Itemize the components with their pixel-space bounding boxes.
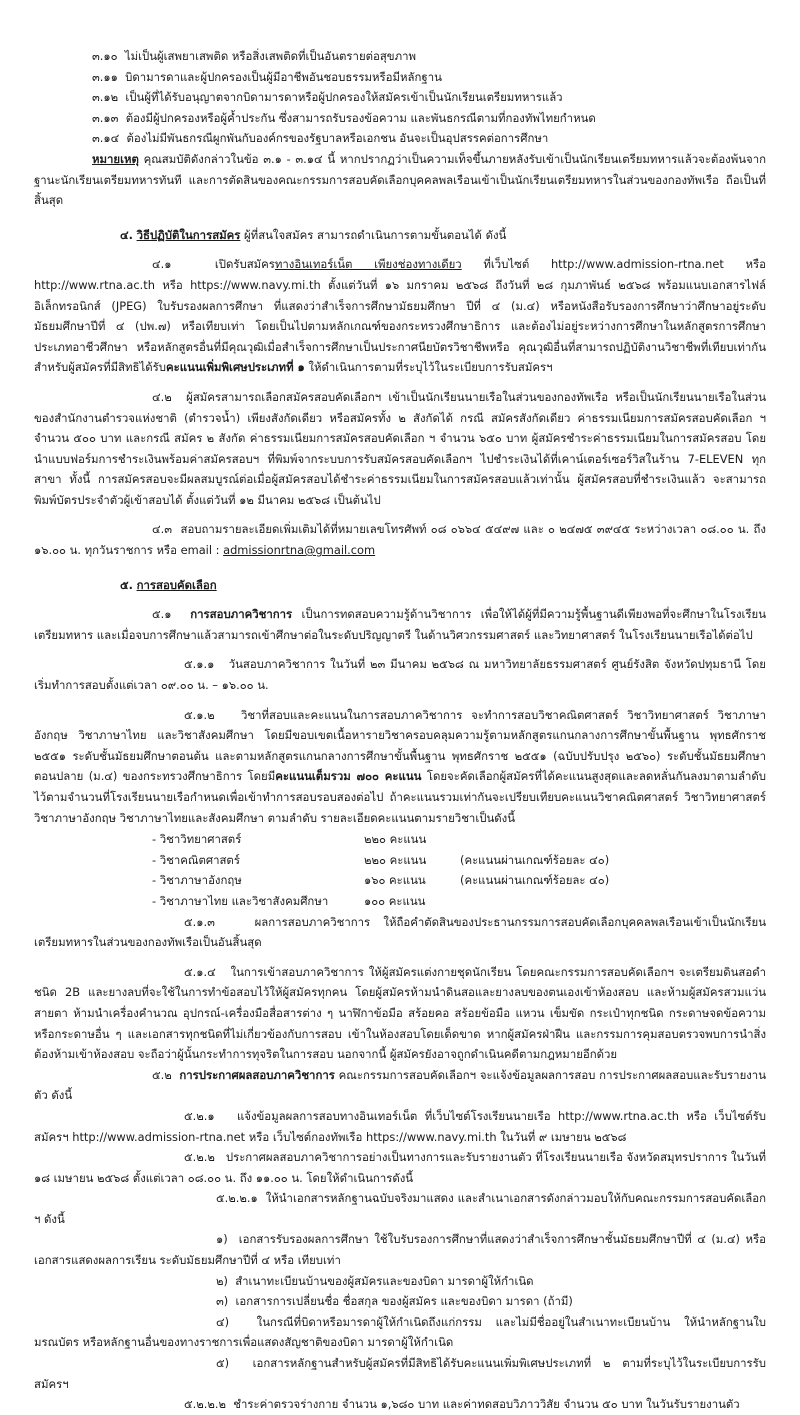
list-item — [34, 1271, 766, 1292]
item-number: ๔.๓ — [152, 522, 173, 537]
score-value: ๑๐๐ คะแนน — [364, 893, 426, 908]
special-score-type-1: คะแนนเพิ่มพิเศษประเภทที่ ๑ — [165, 360, 305, 375]
required-documents-list — [34, 1229, 766, 1394]
item-text: วิชาที่สอบและคะแนนในการสอบภาควิชาการ จะทำการสอบวิชาคณิตศาสตร์ วิชาวิทยาศาสตร์ วิชาภาษาอังกฤษ วิชาภาษาไทย และวิชาสังคมศึกษา โดยมีขอบเขตเนื้อหารายวิชาครอบคลุมความรู้ตามหลักสูตรแกนกลางการศึกษาขั้นพื้นฐาน พุทธศักราช ๒๕๕๑ ระดับชั้นมัธยมศึกษาตอนต้น และตามหลักสูตรแกนกลางการศึกษาขั้นพื้นฐาน พุทธศักราช ๒๕๕๑ (ฉบับปรับปรุง ๒๕๖๐) ระดับชั้นมัธยมศึกษาตอนปลาย (ม.๔) ของกระทรวงศึกษาธิการ โดยมี — [34, 707, 766, 784]
item-label: การประกาศผลสอบภาควิชาการ — [179, 1067, 335, 1082]
score-subject: - วิชาภาษาไทย และวิชาสังคมศึกษา — [152, 893, 329, 908]
conjunction: หรือ — [723, 257, 766, 272]
highlight-online-only: ทางอินเทอร์เน็ต เพียงช่องทางเดียว — [274, 257, 462, 272]
section-5-title: การสอบคัดเลือก — [136, 577, 217, 592]
item-5-2-2 — [34, 1147, 766, 1188]
item-number: ๑) — [216, 1232, 228, 1247]
item-number: ๓.๑๔ — [92, 131, 120, 146]
table-row — [152, 870, 609, 891]
score-value: ๑๖๐ คะแนน — [364, 873, 426, 888]
list-item — [34, 1229, 766, 1270]
item-4-3 — [34, 519, 766, 560]
item-text: ต้องไม่มีพันธกรณีผูกพันกับองค์กรของรัฐบาลหรือเอกชน อันจะเป็นอุปสรรคต่อการศึกษา — [126, 131, 549, 146]
item-text-b: โดยจะคัดเลือกผู้สมัครที่ได้คะแนนสูงสุดและลดหลั่นกันลงมาตามลำดับไว้ตามจำนวนที่โรงเรียนนายเรือกำหนดเพื่อเข้าทำการสอบรอบสองต่อไป ถ้าคะแนนรวมเท่ากันจะเปรียบเทียบคะแนนวิชาคณิตศาสตร์ วิชาวิทยาศาสตร์ วิชาภาษาอังกฤษ วิชาภาษาไทยและสังคมศึกษา ตามลำดับ รายละเอียดคะแนนตามรายวิชาเป็นดังนี้ — [34, 769, 766, 825]
item-text: ชำระค่าตรวจร่างกาย จำนวน ๑,๖๘๐ บาท และค่าทดสอบวิภาววิสัย จำนวน ๕๐ บาท ในวันรับรายงานตัว — [233, 1397, 740, 1412]
score-subject: - วิชาวิทยาศาสตร์ — [152, 832, 242, 847]
score-note: (คะแนนผ่านเกณฑ์ร้อยละ ๔๐) — [460, 873, 610, 888]
list-item — [34, 67, 766, 88]
list-item — [34, 1291, 766, 1312]
rtna-url[interactable]: http://www.rtna.ac.th — [34, 277, 155, 292]
item-text-b: ในวันที่ ๙ เมษายน ๒๕๖๘ — [496, 1129, 627, 1144]
item-number: ๓) — [216, 1294, 229, 1309]
list-item — [34, 87, 766, 108]
list-item — [34, 46, 766, 67]
table-row — [152, 829, 609, 850]
section-4-title: วิธีปฏิบัติในการสมัคร — [136, 227, 241, 242]
item-text: บิดามารดาและผู้ปกครองเป็นผู้มีอาชีพอันชอบธรรมหรือมีหลักฐาน — [125, 69, 442, 84]
contact-email[interactable]: admissionrtna@gmail.com — [223, 543, 376, 558]
item-label: การสอบภาควิชาการ — [190, 607, 293, 622]
navy-url[interactable]: https://www.navy.mi.th — [366, 1129, 497, 1144]
score-value: ๒๒๐ คะแนน — [364, 832, 427, 847]
section-4-title-tail: ผู้ที่สนใจสมัคร สามารถดำเนินการตามขั้นตอนได้ ดังนี้ — [240, 227, 507, 242]
score-value: ๒๒๐ คะแนน — [364, 852, 427, 867]
item-text-a: แจ้งข้อมูลผลการสอบทางอินเทอร์เน็ต ที่เว็บไซต์โรงเรียนนายเรือ — [236, 1108, 558, 1123]
item-text: เอกสารรับรองผลการศึกษา ใช้ใบรับรองการศึกษาที่แสดงว่าสำเร็จการศึกษาชั้นมัธยมศึกษาปีที่ ๔ (ม.๔) หรือเอกสารแสดงผลการเรียน ระดับมัธยมศึกษาปีที่ ๔ หรือ เทียบเท่า — [34, 1232, 766, 1268]
section-5-heading — [34, 575, 766, 596]
list-item — [34, 1353, 766, 1394]
item-text-b: ตั้งแต่วันที่ ๑๖ มกราคม ๒๕๖๘ ถึงวันที่ ๒๘ กุมภาพันธ์ ๒๕๖๘ พร้อมแนบเอกสารไฟล์อิเล็กทรอนิกส์ (JPEG) ใบรับรองผลการศึกษา ที่แสดงว่าสำเร็จการศึกษามัธยมศึกษา ปีที่ ๔ (ม.๔) หรือหนังสือรับรองการศึกษาว่าศึกษาอยู่ระดับมัธยมศึกษาปีที่ ๔ (ปพ.๗) หรือเทียบเท่า โดยเป็นไปตามหลักเกณฑ์ของกระทรวงศึกษาธิการ และต้องไม่อยู่ระหว่างการศึกษาในหลักสูตรการศึกษาประเภทอาชีวศึกษา หรือหลักสูตรอื่นที่มีคุณวุฒิเมื่อสำเร็จการศึกษาเป็นประกาศนียบัตรวิชาชีพหรือ คุณวุฒิอื่นที่สามารถปฏิบัติงานวิชาชีพที่เทียบเท่ากัน สำหรับผู้สมัครที่มีสิทธิได้รับ — [34, 277, 766, 375]
item-number: ๔.๒ — [152, 389, 172, 404]
score-note — [460, 829, 609, 850]
item-number: ๔.๑ — [152, 257, 172, 272]
item-text: ในกรณีที่บิดาหรือมารดาผู้ให้กำเนิดถึงแก่กรรม และไม่มีชื่ออยู่ในสำเนาทะเบียนบ้าน ให้นำหลักฐานใบมรณบัตร หรือหลักฐานอื่นของทางราชการเพื่อแสดงสัญชาติของบิดา มารดาผู้ให้กำเนิด — [34, 1314, 766, 1350]
rtna-url[interactable]: http://www.rtna.ac.th — [558, 1108, 679, 1123]
item-5-2-1 — [34, 1106, 766, 1147]
score-subject: - วิชาคณิตศาสตร์ — [152, 852, 240, 867]
item-5-1-2 — [34, 705, 766, 829]
item-number: ๕.๒.๒.๑ — [216, 1191, 258, 1206]
item-text-c: ให้ดำเนินการตามที่ระบุไว้ในระเบียบการรับสมัครฯ — [304, 360, 553, 375]
total-score-label: คะแนนเต็มรวม ๗๐๐ คะแนน — [275, 769, 422, 784]
conjunction-b: หรือ เว็บไซต์กองทัพเรือ — [245, 1129, 366, 1144]
score-breakdown-table — [152, 829, 609, 911]
item-number: ๕.๒.๒ — [184, 1150, 215, 1165]
item-text: ประกาศผลสอบภาควิชาการอย่างเป็นทางการและรับรายงานตัว ที่โรงเรียนนายเรือ จังหวัดสมุทรปราการ ในวันที่ ๑๘ เมษายน ๒๕๖๘ ตั้งแต่เวลา ๐๘.๐๐ น. ถึง ๑๑.๐๐ น. โดยให้ดำเนินการดังนี้ — [34, 1150, 766, 1185]
item-number: ๓.๑๑ — [92, 69, 118, 84]
item-text: สำเนาทะเบียนบ้านของผู้สมัครและของบิดา มารดาผู้ให้กำเนิด — [235, 1273, 534, 1288]
item-text: ต้องมีผู้ปกครองหรือผู้ค้ำประกัน ซึ่งสามารถรับรองข้อความ และพันธกรณีตามที่กองทัพไทยกำหนด — [125, 110, 596, 125]
item-text: วันสอบภาควิชาการ ในวันที่ ๒๓ มีนาคม ๒๕๖๘ ณ มหาวิทยาลัยธรรมศาสตร์ ศูนย์รังสิต จังหวัดปทุมธานี โดยเริ่มทำการสอบตั้งแต่เวลา ๐๙.๐๐ น. – ๑๖.๐๐ น. — [34, 657, 766, 693]
item-number: ๔) — [216, 1314, 230, 1329]
item-5-1-3 — [34, 912, 766, 953]
item-text-a: ที่เว็บไซต์ — [461, 257, 551, 272]
item-4-2 — [34, 387, 766, 511]
item-number: ๕.๑.๒ — [184, 707, 215, 722]
item-5-2-2-1 — [34, 1188, 766, 1229]
item-number: ๓.๑๓ — [92, 110, 119, 125]
table-row — [152, 891, 609, 912]
item-text: ให้นำเอกสารหลักฐานฉบับจริงมาแสดง และสำเนาเอกสารดังกล่าวมอบให้กับคณะกรรมการสอบคัดเลือก ฯ ดังนี้ — [34, 1191, 766, 1226]
admission-url[interactable]: http://www.admission-rtna.net — [550, 257, 724, 272]
note-text: คุณสมบัติดังกล่าวในข้อ ๓.๑ - ๓.๑๔ นี้ หากปรากฏว่าเป็นความเท็จขึ้นภายหลังรับเข้าเป็นนักเรียนเตรียมทหารแล้วจะต้องพ้นจากฐานะนักเรียนเตรียมทหารทันที และการตัดสินของคณะกรรมการสอบคัดเลือกบุคคลพลเรือนเข้าเป็นนักเรียนเตรียมทหารในส่วนของกองทัพเรือ ถือเป็นที่สิ้นสุด — [34, 151, 766, 208]
item-number: ๕) — [216, 1356, 230, 1371]
conjunction: หรือ — [154, 277, 191, 292]
item-number: ๕.๒.๒.๒ — [184, 1397, 227, 1412]
item-5-1-1 — [34, 654, 766, 695]
item-number: ๕.๑.๓ — [184, 914, 215, 929]
section-3-note — [34, 149, 766, 211]
section-5-number: ๕. — [120, 577, 133, 592]
item-text: ในการเข้าสอบภาควิชาการ ให้ผู้สมัครแต่งกายชุดนักเรียน โดยคณะกรรมการสอบคัดเลือกฯ จะเตรียมดินสอดำชนิด 2B และยางลบที่จะใช้ในการทำข้อสอบไว้ให้ผู้สมัครทุกคน โดยผู้สมัครห้ามนำดินสอและยางลบของตนเองเข้าห้องสอบ และห้ามผู้สมัครสวมแว่นสายตา ห้ามนำเครื่องคำนวณ อุปกรณ์-เครื่องมือสื่อสารต่าง ๆ นาฬิกาข้อมือ สร้อยคอ สร้อยข้อมือ แหวน เข็มขัด กระเป๋าทุกชนิด กระดาษจดข้อความ หรือกระดาษอื่น ๆ และเอกสารทุกชนิดที่ไม่เกี่ยวข้องกับการสอบ เข้าในห้องสอบโดยเด็ดขาด หากผู้สมัครฝ่าฝืน และกรรมการคุมสอบตรวจพบการนำสิ่งต้องห้ามเข้าห้องสอบ จะถือว่าผู้นั้นกระทำการทุจริตในการสอบ นอกจากนี้ ผู้สมัครยังอาจถูกดำเนินคดีตามกฎหมายอีกด้วย — [34, 964, 766, 1062]
item-text: สอบถามรายละเอียดเพิ่มเติมได้ที่หมายเลขโทรศัพท์ ๐๘ ๐๖๖๔ ๕๔๙๗ และ ๐ ๒๔๗๕ ๓๙๔๕ ระหว่างเวลา ๐๘.๐๐ น. ถึง ๑๖.๐๐ น. ทุกวันราชการ หรือ email : — [34, 522, 766, 558]
navy-url[interactable]: https://www.navy.mi.th — [190, 277, 321, 292]
item-5-1-4 — [34, 962, 766, 1065]
item-lead: เปิดรับสมัคร — [214, 257, 275, 272]
item-number: ๕.๒.๑ — [184, 1108, 215, 1123]
item-text: ไม่เป็นผู้เสพยาเสพติด หรือสิ่งเสพติดที่เป็นอันตรายต่อสุขภาพ — [124, 49, 417, 63]
item-number: ๕.๒ — [152, 1067, 172, 1082]
item-text: เป็นผู้ที่ได้รับอนุญาตจากบิดามารดาหรือผู้ปกครองให้สมัครเข้าเป็นนักเรียนเตรียมทหารแล้ว — [125, 90, 563, 105]
item-4-1 — [34, 254, 766, 378]
item-5-2 — [34, 1065, 766, 1106]
table-row — [152, 850, 609, 871]
item-text: ผู้สมัครสามารถเลือกสมัครสอบคัดเลือกฯ เข้าเป็นนักเรียนนายเรือในส่วนของกองทัพเรือ หรือเป็นนักเรียนนายเรือในส่วนของสำนักงานตำรวจแห่งชาติ (ตำรวจน้ำ) เพียงสังกัดเดียว หรือสมัครทั้ง ๒ สังกัดได้ กรณี สมัครสังกัดเดียว ค่าธรรมเนียมการสมัครสอบคัดเลือก ฯ จำนวน ๕๐๐ บาท และกรณี สมัคร ๒ สังกัด ค่าธรรมเนียมการสมัครสอบคัดเลือก ฯ จำนวน ๖๕๐ บาท ผู้สมัครชำระค่าธรรมเนียมในการสมัครสอบ โดยนำแบบฟอร์มการชำระเงินพร้อมค่าสมัครสอบฯ ที่พิมพ์จากระบบการรับสมัครสอบคัดเลือกฯ ไปชำระเงินได้ที่เคาน์เตอร์เซอร์วิสในร้าน 7-ELEVEN ทุกสาขา ทั้งนี้ การสมัครสอบจะมีผลสมบูรณ์ต่อเมื่อผู้สมัครสอบได้ชำระค่าธรรมเนียมในการสมัครสอบแล้วเท่านั้น ผู้สมัครสอบที่ชำระเงินแล้ว จะสามารถพิมพ์บัตรประจำตัวผู้เข้าสอบได้ ตั้งแต่วันที่ ๑๒ มีนาคม ๒๕๖๘ เป็นต้นไป — [34, 389, 766, 507]
item-number: ๕.๑.๔ — [184, 964, 216, 979]
score-note: (คะแนนผ่านเกณฑ์ร้อยละ ๔๐) — [460, 852, 610, 867]
list-item — [34, 128, 766, 149]
item-number: ๕.๑.๑ — [184, 657, 215, 672]
list-item — [34, 1312, 766, 1353]
score-subject: - วิชาภาษาอังกฤษ — [152, 873, 242, 888]
item-5-2-2-2 — [34, 1394, 766, 1415]
item-text: เอกสารหลักฐานสำหรับผู้สมัครที่มีสิทธิได้รับคะแนนเพิ่มพิเศษประเภทที่ ๒ ตามที่ระบุไว้ในระเบียบการรับสมัครฯ — [34, 1356, 766, 1391]
item-text: เป็นการทดสอบความรู้ด้านวิชาการ เพื่อให้ได้ผู้ที่มีความรู้พื้นฐานดีเพียงพอที่จะศึกษาในโรงเรียนเตรียมทหาร และเมื่อจบการศึกษาแล้วสามารถเข้าศึกษาต่อในระดับปริญญาตรี ในด้านวิศวกรรมศาสตร์ และวิทยาศาสตร์ ในโรงเรียนนายเรือได้ต่อไป — [34, 607, 766, 642]
item-5-1 — [34, 604, 766, 645]
score-note — [460, 891, 609, 912]
conjunction-a: หรือ เว็บไซต์รับสมัครฯ — [34, 1108, 767, 1144]
admission-url[interactable]: http://www.admission-rtna.net — [72, 1129, 246, 1144]
section-3-items — [34, 46, 766, 149]
section-4-heading — [34, 225, 766, 246]
item-number: ๕.๑ — [152, 607, 172, 622]
item-text: ผลการสอบภาควิชาการ ให้ถือคำตัดสินของประธานกรรมการสอบคัดเลือกบุคคลพลเรือนเข้าเป็นนักเรียนเตรียมทหารในส่วนของกองทัพเรือเป็นอันสิ้นสุด — [34, 914, 766, 950]
list-item — [34, 108, 766, 129]
item-text: เอกสารการเปลี่ยนชื่อ ชื่อสกุล ของผู้สมัคร และของบิดา มารดา (ถ้ามี) — [235, 1294, 573, 1309]
item-number: ๒) — [216, 1273, 228, 1288]
section-4-number: ๔. — [120, 227, 133, 242]
note-label: หมายเหตุ — [92, 151, 139, 166]
item-text: คณะกรรมการสอบคัดเลือกฯ จะแจ้งข้อมูลผลการสอบ การประกาศผลสอบและรับรายงานตัว ดังนี้ — [34, 1067, 766, 1103]
item-number: ๓.๑๒ — [92, 90, 119, 105]
item-number: ๓.๑๐ — [92, 49, 118, 63]
